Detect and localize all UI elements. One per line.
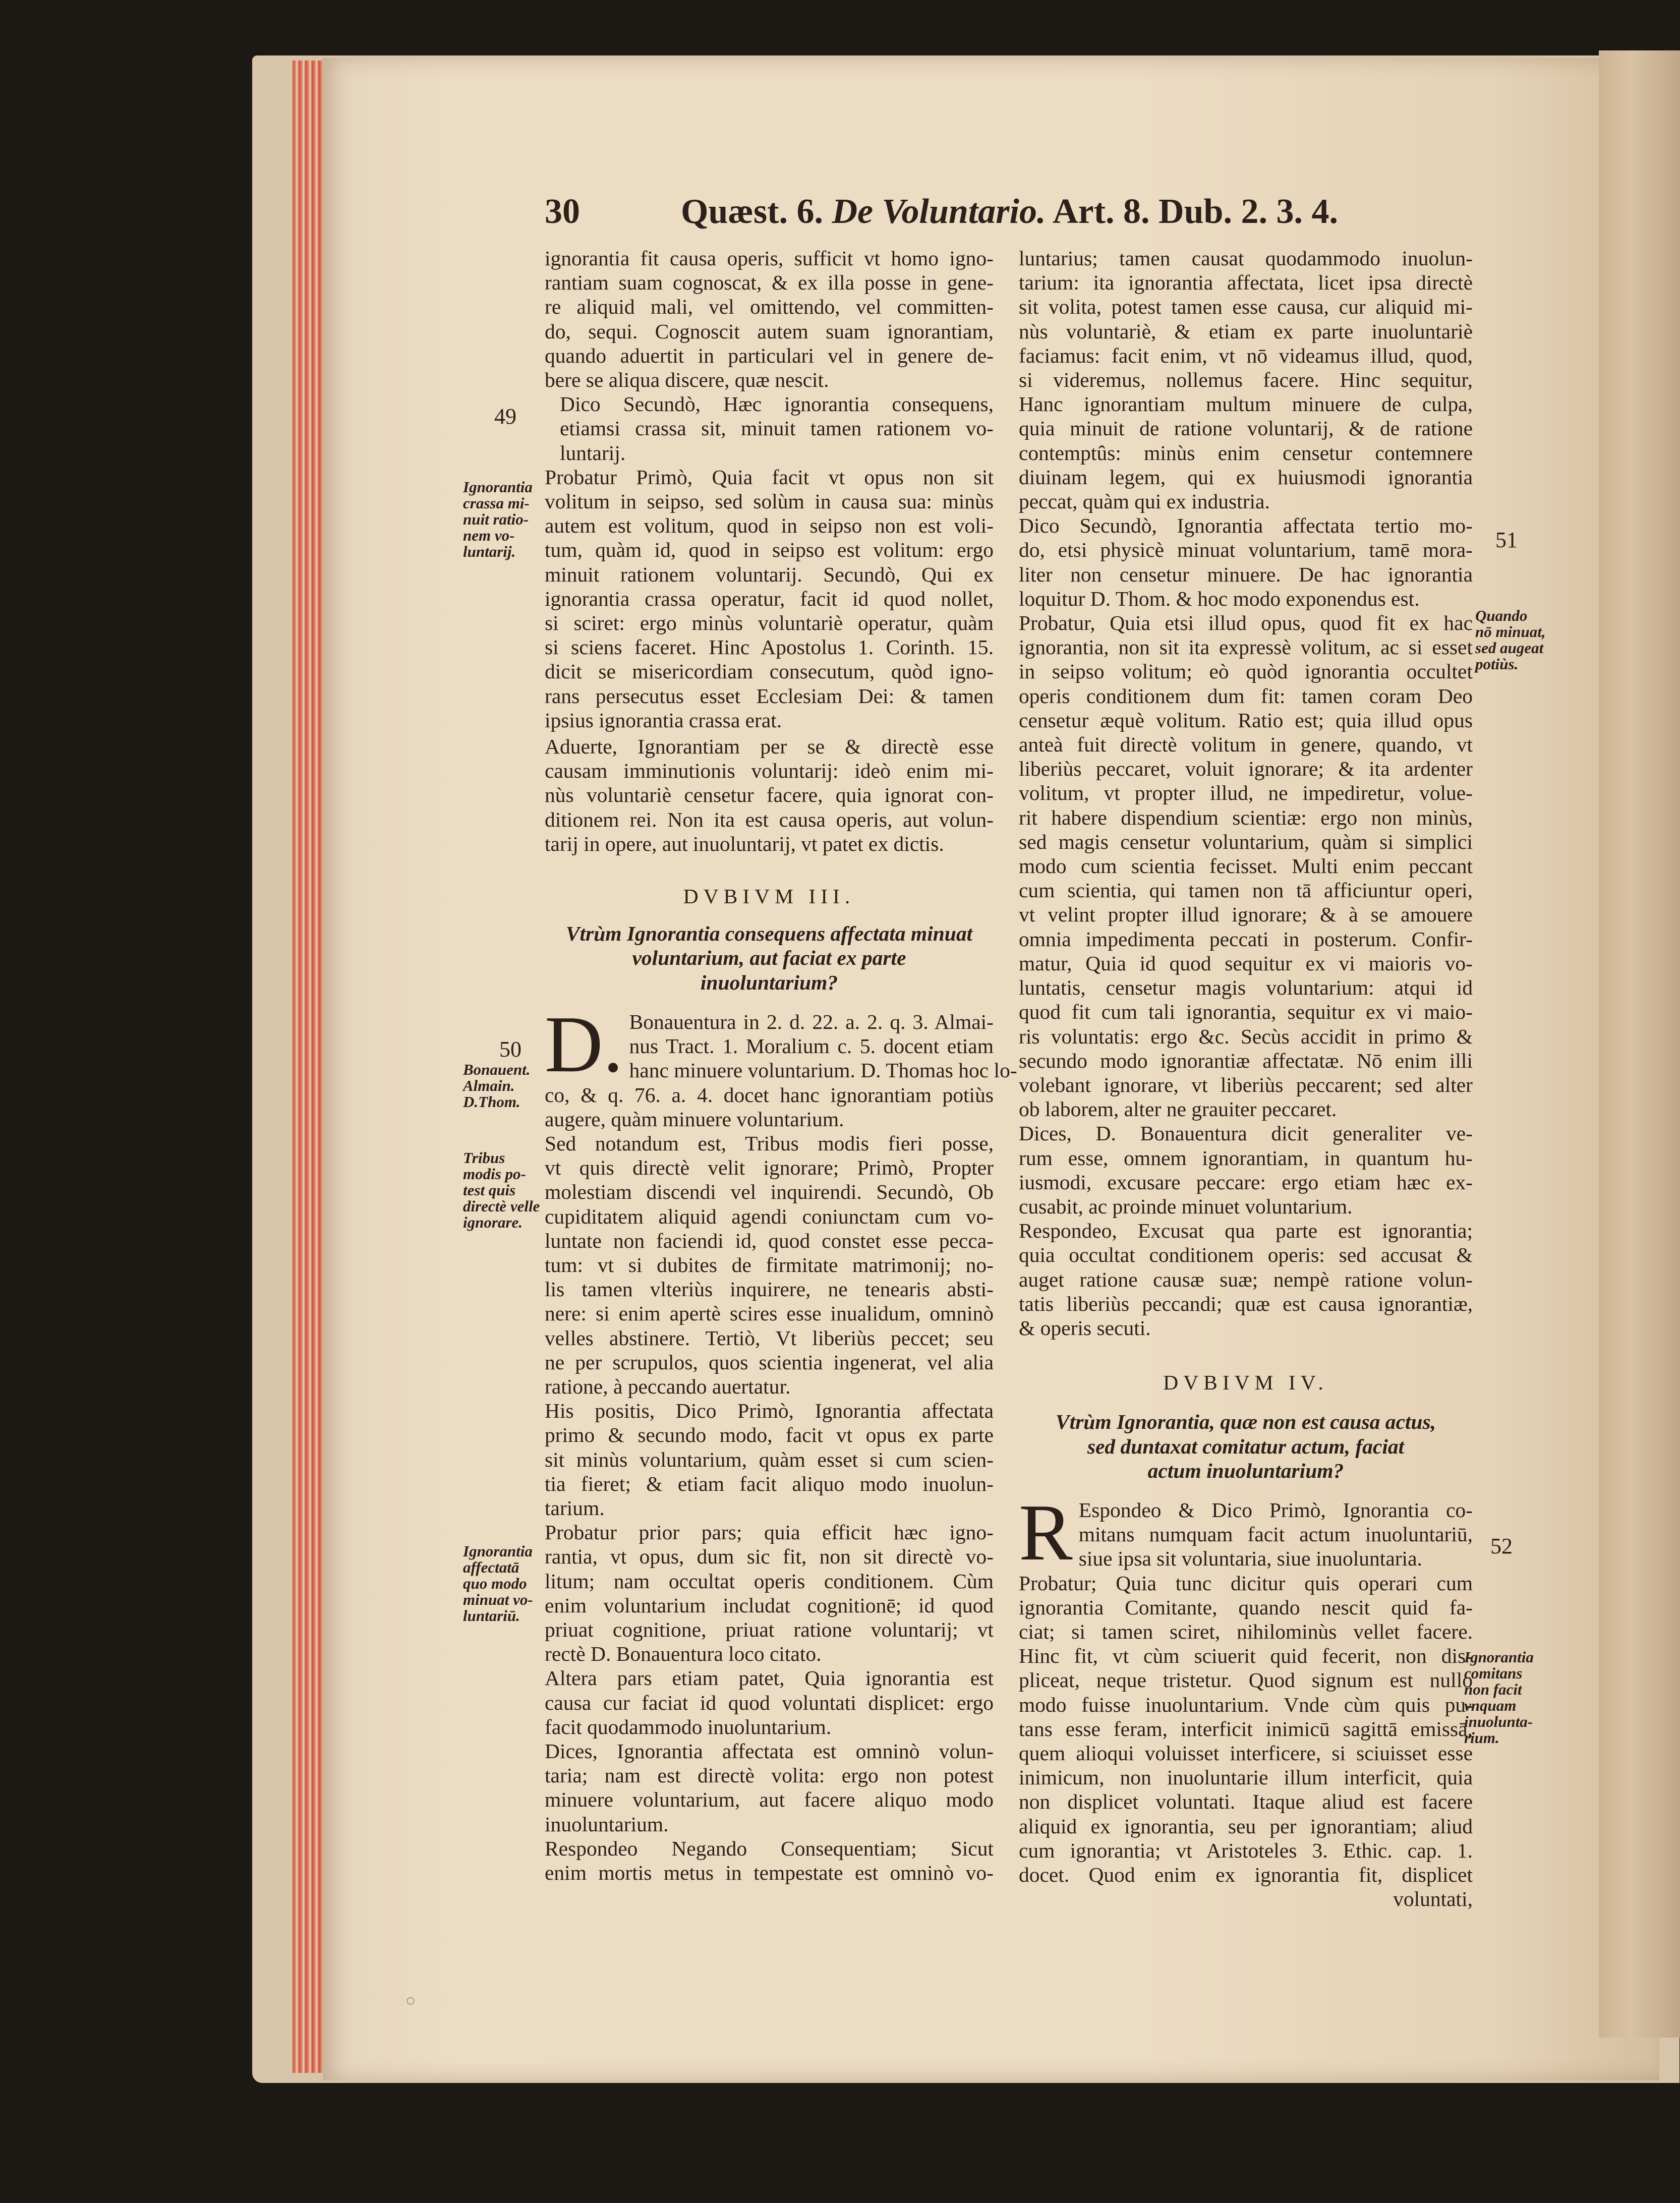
text-line: tia fieret; & etiam facit aliquo modo inuolun- — [545, 1472, 994, 1495]
margin-note-line: Ignorantia — [463, 1542, 533, 1560]
drop-capital-r: R — [1019, 1487, 1073, 1577]
margin-note-line: Ignorantia — [463, 478, 533, 496]
text-line: modo fuisse inuoluntarium. Vnde cùm quis pu- — [1019, 1693, 1473, 1716]
text-line: quando aduertit in particulari vel in genere de- — [545, 343, 994, 367]
text-line: ignorantia fit causa operis, sufficit vt homo igno- — [545, 247, 994, 270]
text-line: rit habere dispendium scientiæ: ergo non minùs, — [1019, 805, 1473, 829]
text-line: Probatur Primò, Quia facit vt opus non sit — [545, 465, 994, 489]
text-line: molestiam discendi vel inquirendi. Secundò, Ob — [545, 1180, 994, 1204]
text-line: Bonauentura in 2. d. 22. a. 2. q. 3. Almai- — [629, 1010, 994, 1033]
text-line: tum, quàm id, quod in seipso est volitum: ergo — [545, 538, 994, 562]
text-line: cusabit, ac proinde minuet voluntarium. — [1019, 1194, 1353, 1218]
margin-note-ignorantia-affectata — [463, 1543, 533, 1624]
text-line: cum ignorantia; vt Aristoteles 3. Ethic. cap. 1. — [1019, 1838, 1473, 1862]
text-line: actum inuoluntarium? — [1147, 1459, 1344, 1482]
text-line: Hinc fit, vt cùm sciuerit quid fecerit, non dis- — [1019, 1644, 1473, 1668]
page-header — [545, 192, 1352, 242]
text-line: aliquid ex ignorantia, seu per ignorantiam; aliud — [1019, 1814, 1473, 1838]
text-line: Dices, Ignorantia affectata est omninò volun- — [545, 1739, 994, 1763]
text-line: faciamus: facit enim, vt nō videamus illud, quod, — [1019, 343, 1473, 367]
paragraph-luntarius — [1019, 246, 1473, 513]
paragraph-dico-secundo-right — [1019, 513, 1473, 611]
text-line: nùs voluntariè censetur facere, quia ignorat con- — [545, 783, 994, 807]
text-line: Aduerte, Ignorantiam per se & directè esse — [545, 735, 994, 759]
text-line: co, & q. 76. a. 4. docet hanc ignorantiam potiùs — [545, 1083, 994, 1107]
margin-note-line: nō minuat, — [1475, 623, 1546, 641]
margin-note-line: nem vo- — [463, 527, 515, 544]
text-line: ignorantia, non sit ita expressè volitum, ac si esset — [1019, 635, 1473, 659]
text-line: do, etsi physicè minuat voluntarium, tamē mora- — [1019, 538, 1473, 562]
text-line: causa cur faciat id quod voluntati displicet: ergo — [545, 1691, 994, 1714]
text-line: omnia impedimenta peccati in posterum. Confir- — [1019, 927, 1473, 951]
text-line: volitum, vt propter illud, ne impediretur, volue- — [1019, 781, 1473, 805]
text-line: causam imminutionis voluntarij: ideò enim mi- — [545, 759, 994, 783]
text-line: ipsius ignorantia crassa erat. — [545, 708, 782, 732]
text-line: tarij in opere, aut inuoluntarij, vt patet ex dictis. — [545, 832, 944, 855]
text-line: Dico Secundò, Ignorantia affectata tertio mo- — [1019, 514, 1473, 538]
text-line: auget ratione causæ suæ; nempè ratione volun- — [1019, 1267, 1473, 1291]
paragraph-bonaventura — [545, 999, 1017, 1131]
text-line: contemptûs: minùs enim censetur contemnere — [1019, 441, 1473, 465]
text-line: Dices, D. Bonauentura dicit generaliter ve- — [1019, 1122, 1473, 1145]
margin-note-line: Quando — [1475, 607, 1528, 624]
text-line: inimicum, non inuoluntarie illum interficit, quia — [1019, 1766, 1473, 1789]
text-line: operis conditionem dum fit: tamen coram Deo — [1019, 684, 1473, 708]
text-line: docet. Quod enim ex ignorantia fit, displicet — [1019, 1863, 1473, 1886]
dubium-iii-question — [545, 921, 994, 995]
text-line: tarium: ita ignorantia affectata, licet ipsa directè — [1019, 271, 1473, 295]
text-line: sed duntaxat comitatur actum, faciat — [1087, 1434, 1405, 1458]
margin-note-ignorantia-crassa — [463, 479, 533, 560]
text-line: hanc minuere voluntarium. D. Thomas hoc lo- — [629, 1059, 1017, 1082]
text-line: si sciret: ergo minùs voluntariè operatur, quàm — [545, 611, 994, 635]
text-line: liberiùs peccaret, voluit ignorare; & ita ardenter — [1019, 757, 1473, 781]
text-line: nùs voluntariè, & etiam ex parte inuoluntariè — [1019, 319, 1473, 343]
text-line: non displicet voluntati. Itaque aliud est facere — [1019, 1790, 1473, 1814]
paragraph-respondeo-right — [1019, 1219, 1473, 1340]
text-line: quia minuit de ratione voluntarij, & de ratione — [1019, 417, 1473, 440]
margin-note-line: luntariū. — [463, 1607, 520, 1625]
text-line: ditionem rei. Non ita est causa operis, aut volun- — [545, 807, 994, 831]
text-line: rantia, vt opus, dum sic fit, non sit directè vo- — [545, 1545, 994, 1569]
paragraph-dices — [545, 1739, 994, 1836]
text-line: vt velint propter illud ignorare; & à se amouere — [1019, 903, 1473, 926]
text-line: Sed notandum est, Tribus modis fieri posse, — [545, 1131, 994, 1155]
text-line: ob laborem, alter ne grauiter peccaret. — [1019, 1097, 1337, 1121]
margin-number-49: 49 — [494, 404, 516, 429]
margin-note-line: Ignorantia — [1464, 1648, 1534, 1666]
text-line: peccat, quàm qui ex industria. — [1019, 490, 1270, 513]
text-line: primo & secundo modo, facit vt opus ex parte — [545, 1423, 994, 1447]
text-line: nere: si enim apertè scires esse inualidum, omninò — [545, 1302, 994, 1325]
paragraph-sed-notandum — [545, 1131, 994, 1399]
margin-number-51: 51 — [1495, 528, 1518, 552]
running-head-question: Quæst. 6. — [681, 192, 823, 231]
text-line: enim mortis metus in tempestate est omninò vo- — [545, 1861, 994, 1884]
text-line: secundo modo ignorantiæ affectatæ. Nō enim illi — [1019, 1049, 1473, 1072]
text-line: voluntarium, aut faciat ex parte — [632, 946, 906, 970]
margin-note-line: rium. — [1464, 1729, 1499, 1747]
text-line: ciat; si tamen sciret, nihilominùs vellet facere. — [1019, 1619, 1473, 1643]
paragraph-respondeo-primo — [1019, 1487, 1473, 1577]
text-line: Dico Secundò, Hæc ignorantia consequens, — [560, 392, 994, 416]
margin-note-bonauentura — [463, 1062, 531, 1110]
text-line: sed magis censetur voluntarium, quàm si simplici — [1019, 830, 1473, 853]
margin-note-line: vnquam — [1464, 1697, 1517, 1714]
text-line: Probatur, Quia etsi illud opus, quod fit ex hac — [1019, 611, 1473, 635]
text-line: si videremus, nollemus facere. Hinc sequitur, — [1019, 368, 1473, 392]
right-text-column — [1019, 246, 1473, 1911]
paragraph-dices-right — [1019, 1121, 1473, 1219]
drop-capital-d: D. — [545, 999, 623, 1089]
margin-note-tribus-modis — [463, 1150, 540, 1231]
catchword: voluntati, — [1393, 1887, 1473, 1911]
text-line: taria; nam est directè volita: ergo non potest — [545, 1764, 994, 1787]
paragraph-altera-pars — [545, 1666, 994, 1739]
text-line: luntarij. — [560, 441, 626, 465]
text-line: liter non censetur minuere. De hac ignorantia — [1019, 562, 1473, 586]
text-line: litum; nam occultat operis conditionem. Cùm — [545, 1569, 994, 1593]
text-line: ignorantia crassa operatur, facit id quod nollet, — [545, 587, 994, 610]
margin-note-line: modis po- — [463, 1165, 526, 1183]
margin-note-line: inuolunta- — [1464, 1713, 1533, 1730]
text-line: Respondeo, Excusat qua parte est ignorantia; — [1019, 1219, 1473, 1243]
text-line: nus Tract. 1. Moralium c. 5. docent etiam — [629, 1034, 994, 1058]
text-line: etiamsi crassa sit, minuit tamen rationem vo- — [560, 417, 994, 440]
paragraph-probatur-right — [1019, 611, 1473, 1121]
text-line: Vtrùm Ignorantia consequens affectata minuat — [565, 922, 973, 946]
text-line: modo cum scientia fecisset. Multi enim peccant — [1019, 854, 1473, 878]
margin-note-line: crassa mi- — [463, 494, 530, 512]
running-head-title: De Voluntario. — [832, 192, 1046, 231]
margin-number-50: 50 — [499, 1037, 522, 1062]
text-line: inuoluntarium? — [700, 970, 838, 994]
text-line: matur, Quia id quod sequitur ex vi maioris vo- — [1019, 951, 1473, 975]
paragraph-his-positis — [545, 1399, 994, 1520]
text-line: tans esse feram, interficit inimicū sagittā emissā, — [1019, 1717, 1473, 1741]
text-line: ris voluntatis: ergo &c. Secùs accidit in primo & — [1019, 1024, 1473, 1048]
margin-number-52: 52 — [1490, 1534, 1513, 1558]
text-line: ne per scrupulos, quos scientia ingenerat, vel alia — [545, 1350, 994, 1374]
paragraph-dico-secundo — [545, 392, 994, 465]
text-line: do, sequi. Cognoscit autem suam ignorantiam, — [545, 319, 994, 343]
text-line: siue ipsa sit voluntaria, siue inuoluntaria. — [1078, 1547, 1422, 1571]
text-line: anteà fuit directè volitum in genere, quando, vt — [1019, 733, 1473, 757]
text-line: luntate non faciendi id, quod constet esse pecca- — [545, 1229, 994, 1252]
text-line: bere se aliqua discere, quæ nescit. — [545, 368, 829, 392]
margin-note-comitans — [1464, 1649, 1534, 1746]
text-line: mitans numquam facit actum inuoluntariū, — [1078, 1523, 1473, 1546]
margin-note-line: non facit — [1464, 1680, 1522, 1698]
text-line: quod fit cum tali ignorantia, sequitur ex vi maio- — [1019, 1000, 1473, 1024]
text-line: facit quodammodo inuoluntarium. — [545, 1715, 832, 1738]
margin-note-line: potiùs. — [1475, 655, 1519, 673]
text-line: volitum in seipso, sed solùm in causa sua: minùs — [545, 490, 994, 513]
text-line: vt quis directè velit ignorare; Primò, Propter — [545, 1156, 994, 1180]
text-line: minuit rationem voluntarij. Secundò, Qui ex — [545, 562, 994, 586]
text-line: censetur æquè volitum. Ratio est; quia illud opus — [1019, 708, 1473, 732]
paragraph-probatur-prior — [545, 1520, 994, 1666]
text-line: re aliquid mali, vel omittendo, vel committen- — [545, 295, 994, 319]
text-line: diuinam legem, qui ex huiusmodi ignorantia — [1019, 465, 1473, 489]
text-line: ignorantia Comitante, quando nescit quid fa- — [1019, 1595, 1473, 1619]
text-line: inuoluntarium. — [545, 1812, 669, 1836]
text-line: sit minùs voluntarium, quàm esset si cum scien- — [545, 1447, 994, 1471]
text-line: enim voluntarium includat cognitionē; id quod — [545, 1593, 994, 1617]
text-line: Probatur; Quia tunc dicitur quis operari cum — [1019, 1571, 1473, 1595]
text-line: si sciens faceret. Hinc Apostolus 1. Corinth. 15. — [545, 635, 994, 659]
text-line: rans persecutus esset Ecclesiam Dei: & tamen — [545, 684, 994, 708]
text-line: & operis secuti. — [1019, 1316, 1151, 1340]
text-line: cum scientia, qui tamen non tā afficiuntur operi, — [1019, 879, 1473, 902]
text-line: augere, quàm minuere voluntarium. — [545, 1107, 844, 1131]
text-line: quia occultat conditionem operis: sed accusat & — [1019, 1243, 1473, 1267]
margin-note-line: D.Thom. — [463, 1093, 520, 1111]
text-line: quem alioqui voluisset interficere, si sciuisset esse — [1019, 1741, 1473, 1765]
text-line: luntarius; tamen causat quodammodo inuolun- — [1019, 247, 1473, 270]
facing-page-edge — [1599, 50, 1680, 2038]
paragraph-probatur-primo — [545, 465, 994, 732]
text-line: tatis liberiùs peccandi; quæ est causa ignorantiæ, — [1019, 1292, 1473, 1315]
margin-note-line: luntarij. — [463, 543, 516, 560]
text-line: Altera pars etiam patet, Quia ignorantia est — [545, 1666, 994, 1690]
dubium-iv-question — [1019, 1410, 1473, 1483]
margin-note-line: nuit ratio- — [463, 510, 529, 528]
margin-note-line: sed augeat — [1475, 639, 1544, 657]
text-line: Espondeo & Dico Primò, Ignorantia co- — [1078, 1498, 1473, 1522]
text-line: rantiam suam cognoscat, & ex illa posse in gene- — [545, 271, 994, 295]
margin-note-line: Tribus — [463, 1149, 505, 1167]
text-line: tum: vt si dubites de firmitate matrimonij; no- — [545, 1253, 994, 1277]
paragraph-aduerte — [545, 734, 994, 856]
text-line: Hanc ignorantiam multum minuere de culpa, — [1019, 392, 1473, 416]
respondeo-primo-text — [1019, 1487, 1473, 1577]
text-line: volebant ignorare, vt liberiùs peccarent; sed alter — [1019, 1073, 1473, 1096]
margin-note-line: minuat vo- — [463, 1591, 533, 1608]
dubium-iii-heading: DVBIVM III. — [683, 885, 855, 908]
text-line: ratione, à peccando auertatur. — [545, 1374, 791, 1398]
text-line: Respondeo Negando Consequentiam; Sicut — [545, 1836, 994, 1860]
margin-note-line: test quis — [463, 1181, 516, 1199]
text-line: luntatis, censetur magis voluntarium: atqui id — [1019, 976, 1473, 1000]
text-line: autem est volitum, quod in seipso non est voli- — [545, 514, 994, 538]
text-line: rum esse, omnem ignorantiam, in quantum hu- — [1019, 1146, 1473, 1170]
text-line: cupiditatem aliquid agendi coniunctam cum vo- — [545, 1204, 994, 1228]
text-line: velles abstinere. Tertiò, Vt liberiùs peccet; seu — [545, 1326, 994, 1350]
margin-note-line: directè velle — [463, 1197, 540, 1215]
dubium-iv-heading: DVBIVM IV. — [1163, 1371, 1328, 1395]
paragraph-probatur-comitans — [1019, 1571, 1473, 1887]
running-head — [681, 192, 1338, 232]
page-spot-mark: ◌ — [406, 1992, 415, 2009]
paragraph-ignorantia-causa — [545, 246, 994, 392]
text-line: sit volita, potest tamen esse causa, cur aliquid mi- — [1019, 295, 1473, 319]
margin-note-line: Bonauent. — [463, 1061, 531, 1078]
running-head-article: Art. 8. Dub. 2. 3. 4. — [1053, 192, 1338, 231]
text-line: iusmodi, excusare peccare: ergo etiam hæc ex- — [1019, 1170, 1473, 1194]
text-line: loquitur D. Thom. & hoc modo exponendus est. — [1019, 587, 1420, 610]
margin-note-line: comitans — [1464, 1664, 1523, 1682]
left-text-column — [545, 246, 1017, 1885]
margin-note-line: affectatā — [463, 1558, 519, 1576]
margin-note-line: quo modo — [463, 1575, 527, 1592]
text-line: dicit se misericordiam consecutum, quòd igno- — [545, 660, 994, 683]
margin-note-line: Almain. — [463, 1077, 515, 1094]
margin-note-line: ignorare. — [463, 1213, 523, 1231]
text-line: tarium. — [545, 1496, 605, 1520]
text-line: in seipso volitum; eò quòd ignorantia occultet — [1019, 660, 1473, 683]
text-line: Probatur prior pars; quia efficit hæc igno- — [545, 1521, 994, 1544]
paragraph-respondeo — [545, 1836, 994, 1885]
margin-note-quando — [1475, 608, 1546, 672]
text-line: pliceat, neque tristetur. Quod signum est nullo — [1019, 1668, 1473, 1692]
text-line: minuere voluntarium, aut facere aliquo modo — [545, 1788, 994, 1812]
text-line: His positis, Dico Primò, Ignorantia affectata — [545, 1399, 994, 1423]
text-line: lis tamen vlteriùs inquirere, ne tenearis absti- — [545, 1278, 994, 1301]
text-line: priuat cognitione, priuat ratione voluntarij; vt — [545, 1617, 994, 1641]
page-number: 30 — [545, 192, 580, 231]
text-line: Vtrùm Ignorantia, quæ non est causa actus, — [1055, 1410, 1436, 1434]
text-line: rectè D. Bonauentura loco citato. — [545, 1642, 822, 1666]
